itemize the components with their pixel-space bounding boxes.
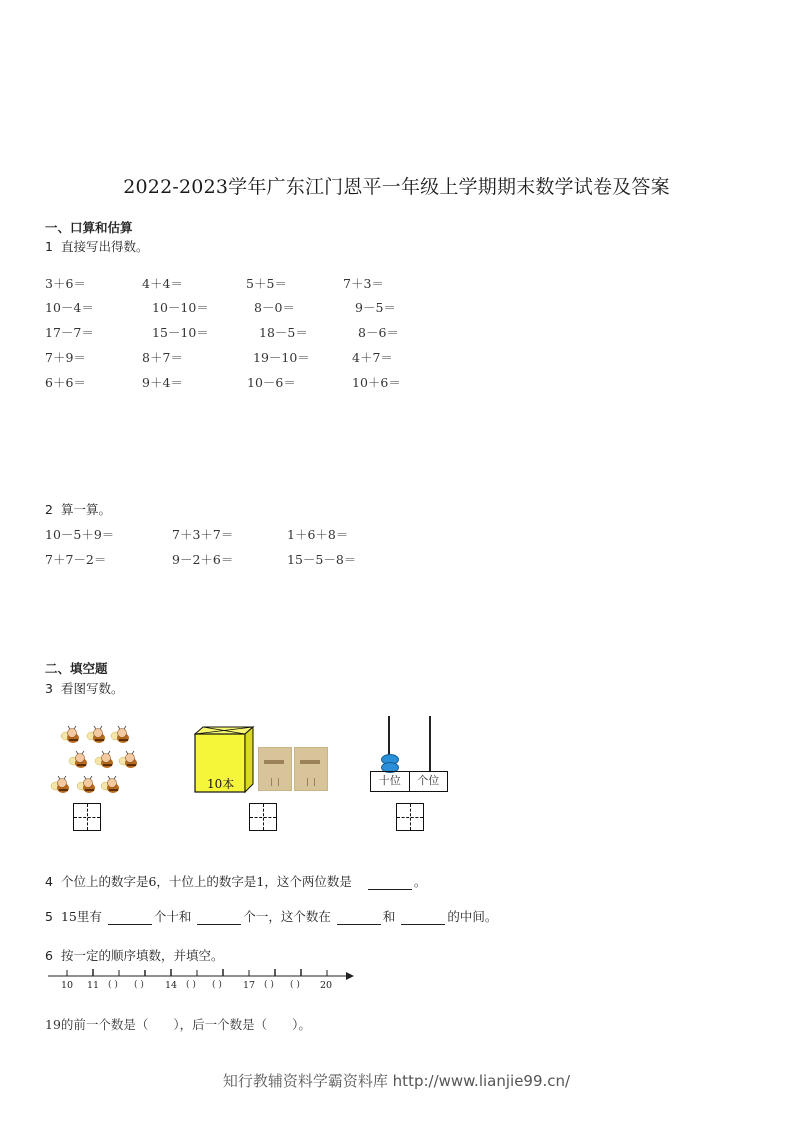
bee-icons — [48, 722, 148, 802]
expression: 6＋6＝ — [45, 375, 86, 390]
expression: 18－5＝ — [259, 325, 308, 340]
question-2-title — [45, 500, 111, 518]
expression: 7＋7－2＝ — [45, 552, 107, 567]
question-6-followup: 19的前一个数是（ ），后一个数是（ ）。 — [45, 1017, 311, 1032]
expression: 10－6＝ — [247, 375, 296, 390]
expression: 8－6＝ — [358, 325, 399, 340]
expression: 4＋7＝ — [352, 350, 393, 365]
tick-blank[interactable]: ( ) — [264, 980, 274, 990]
question-5 — [45, 907, 497, 925]
q5-text: 的中间。 — [447, 909, 498, 924]
question-number: 6 — [45, 948, 53, 963]
question-number: 4 — [45, 874, 53, 889]
question-number: 1 — [45, 239, 53, 254]
answer-blank[interactable] — [197, 911, 241, 925]
tick-blank[interactable]: ( ) — [212, 980, 222, 990]
expression: 7＋3＋7＝ — [172, 527, 234, 542]
question-number: 3 — [45, 681, 53, 696]
answer-blank[interactable] — [368, 876, 412, 890]
tick-blank[interactable]: ( ) — [290, 980, 300, 990]
tick-label: 11 — [87, 980, 100, 991]
answer-blank[interactable] — [108, 911, 152, 925]
number-line-axis — [48, 965, 358, 981]
tick-label: 10 — [61, 980, 74, 991]
expression: 7＋3＝ — [343, 276, 384, 291]
page-title: 2022-2023学年广东江门恩平一年级上学期期末数学试卷及答案 — [123, 176, 670, 198]
answer-blank[interactable] — [337, 911, 381, 925]
q5-text: 个一，这个数在 — [243, 909, 331, 924]
expression: 17－7＝ — [45, 325, 94, 340]
question-prompt: 按一定的顺序填数，并填空。 — [60, 948, 224, 963]
book-icon — [258, 747, 292, 791]
expression: 7＋9＝ — [45, 350, 86, 365]
expression: 8－0＝ — [254, 300, 295, 315]
footer-watermark: 知行教辅资料学霸资料库 http://www.lianjie99.cn/ — [222, 1072, 571, 1090]
tick-label: 17 — [243, 980, 256, 991]
answer-grid-box[interactable] — [396, 803, 424, 831]
section-heading-1: 一、口算和估算 — [45, 220, 133, 235]
abacus-label-tens: 十位 — [371, 772, 410, 791]
tick-blank[interactable]: ( ) — [108, 980, 118, 990]
question-6-title — [45, 946, 223, 964]
q5-text: 和 — [382, 909, 396, 924]
question-prompt: 个位上的数字是6，十位上的数字是1，这个两位数是 — [60, 874, 352, 889]
tick-blank[interactable]: ( ) — [186, 980, 196, 990]
expression: 3＋6＝ — [45, 276, 86, 291]
tick-label: 20 — [320, 980, 333, 991]
expression: 15－5－8＝ — [287, 552, 357, 567]
abacus-base — [370, 771, 448, 792]
expression: 9＋4＝ — [142, 375, 183, 390]
expression: 15－10＝ — [152, 325, 209, 340]
question-number: 2 — [45, 502, 53, 517]
expression: 10－4＝ — [45, 300, 94, 315]
question-4 — [45, 872, 426, 890]
book-icon — [294, 747, 328, 791]
expression: 9－5＝ — [355, 300, 396, 315]
question-prompt: 直接写出得数。 — [60, 239, 149, 254]
expression: 10－5＋9＝ — [45, 527, 115, 542]
expression: 8＋7＝ — [142, 350, 183, 365]
period: 。 — [413, 874, 427, 889]
question-number: 5 — [45, 909, 53, 924]
question-3-title — [45, 679, 123, 697]
answer-grid-box[interactable] — [249, 803, 277, 831]
expression: 1＋6＋8＝ — [287, 527, 349, 542]
question-prompt: 看图写数。 — [60, 681, 124, 696]
abacus-rod-ones — [429, 716, 431, 772]
answer-blank[interactable] — [401, 911, 445, 925]
expression: 10－10＝ — [152, 300, 209, 315]
question-1-title — [45, 237, 148, 255]
box-label: 10本 — [207, 777, 235, 791]
expression: 10＋6＝ — [352, 375, 401, 390]
abacus-label-ones: 个位 — [417, 774, 440, 787]
q5-text: 15里有 — [60, 909, 102, 924]
section-heading-2: 二、填空题 — [45, 661, 108, 676]
expression: 9－2＋6＝ — [172, 552, 234, 567]
expression: 5＋5＝ — [246, 276, 287, 291]
expression: 19－10＝ — [253, 350, 310, 365]
answer-grid-box[interactable] — [73, 803, 101, 831]
expression: 4＋4＝ — [142, 276, 183, 291]
tick-label: 14 — [165, 980, 178, 991]
tick-blank[interactable]: ( ) — [134, 980, 144, 990]
question-prompt: 算一算。 — [60, 502, 111, 517]
q5-text: 个十和 — [153, 909, 192, 924]
